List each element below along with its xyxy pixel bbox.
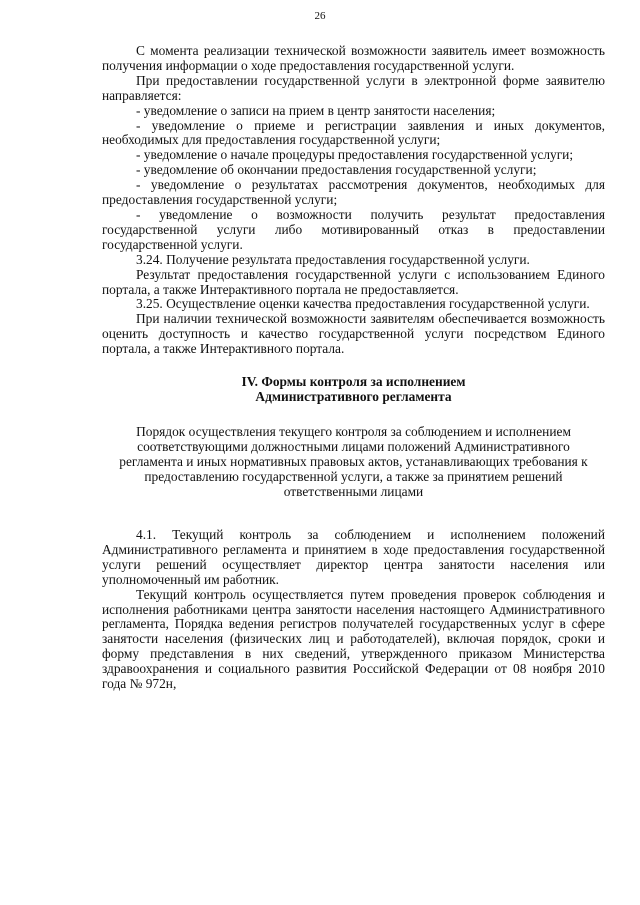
list-item-notice-review: - уведомление о результатах рассмотрения документов, необходимых для предоставления государственной услуги; <box>102 177 605 208</box>
list-item-notice-end: - уведомление об окончании предоставления государственной услуги; <box>136 162 537 178</box>
list-item-notice-result: - уведомление о возможности получить результат предоставления государственной услуги либо мотивированный отказ в предоставлении государственной услуги. <box>102 206 605 252</box>
section-heading-line-1: IV. Формы контроля за исполнением <box>241 374 466 390</box>
paragraph-technical-possibility: С момента реализации технической возможности заявитель имеет возможность получения информации о ходе предоставления государственной услуги. <box>102 43 605 73</box>
clause-3-24: 3.24. Получение результата предоставления государственной услуги. <box>136 251 530 267</box>
document-body <box>102 44 605 692</box>
clause-3-25: 3.25. Осуществление оценки качества предоставления государственной услуги. <box>136 296 590 312</box>
page-number: 26 <box>314 10 326 22</box>
subsection-heading: Порядок осуществления текущего контроля за соблюдением и исполнением соответствующими должностными лицами положений Административного регламента и иных нормативных правовых актов, устанавливающих требования к предоставлению государственной услуги, а также за принятием решений ответственными лицами <box>119 424 588 500</box>
section-4-body <box>102 528 605 692</box>
paragraph-electronic-form: При предоставлении государственной услуги в электронной форме заявителю направляется: <box>102 72 605 103</box>
clause-4-1: 4.1. Текущий контроль за соблюдением и исполнением положений Административного регламента и принятием в ходе предоставления государственной услуги решений осуществляет директор центра занятости населения или уполномоченный им работник. <box>102 527 605 587</box>
section-heading-line-2: Административного регламента <box>255 389 452 405</box>
paragraph-current-control: Текущий контроль осуществляется путем проведения проверок соблюдения и исполнения работниками центра занятости населения настоящего Административного регламента, Порядка ведения регистров получателей государственных услуг в сфере занятости населения (физических лиц и работодателей), включая порядок, сроки и форму представления в них сведений, утвержденного приказом Министерства здравоохранения и социального развития Российской Федерации от 08 ноября 2010 года № 972н, <box>102 586 605 692</box>
list-item-notice-appointment: - уведомление о записи на прием в центр занятости населения; <box>136 102 496 118</box>
paragraph-result-portal: Результат предоставления государственной услуги с использованием Единого портала, а также Интерактивного портала не предоставляется. <box>102 266 605 297</box>
section-heading <box>102 374 605 404</box>
paragraph-quality-assessment: При наличии технической возможности заявителям обеспечивается возможность оценить доступность и качество государственной услуги посредством Единого портала, а также Интерактивного портала. <box>102 311 605 357</box>
list-item-notice-start: - уведомление о начале процедуры предоставления государственной услуги; <box>136 147 574 163</box>
list-item-notice-registration: - уведомление о приеме и регистрации заявления и иных документов, необходимых для предоставления государственной услуги; <box>102 117 605 148</box>
